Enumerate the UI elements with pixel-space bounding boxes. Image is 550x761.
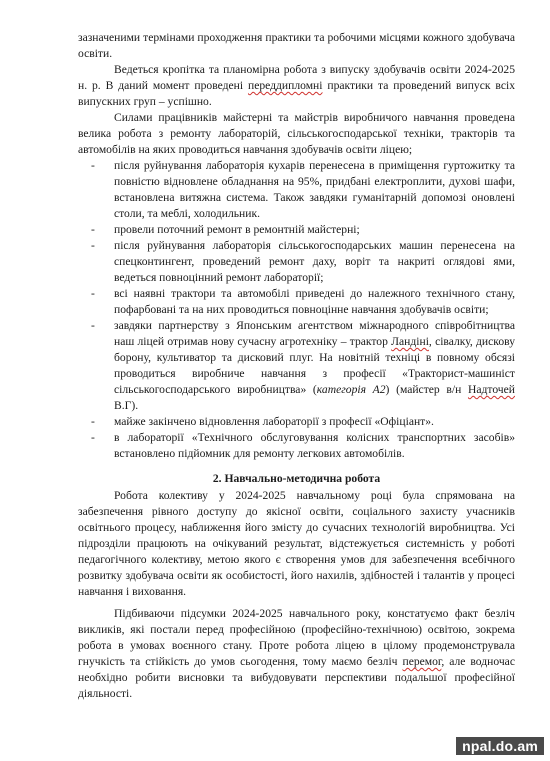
paragraph-summary [78, 606, 515, 702]
text-span: ) (майстер в/н [385, 383, 468, 396]
list-item: - всі наявні трактори та автомобілі приведені до належного технічного стану, пофарбовані та на них проводиться повноцінне навчання здобувачів освіти; [78, 286, 515, 318]
spellcheck-word: Надточей [467, 383, 515, 396]
list-item: - майже закінчено відновлення лабораторії з професії «Офіціант». [78, 414, 515, 430]
text-span: практики та проведений випуск всіх випускних груп – успішно. [78, 79, 515, 108]
text-span: Ведеться кропітка та планомірна робота з випуску здобувачів освіти 2024-2025 н. р. В даний момент проведені [78, 63, 515, 92]
list-item [78, 318, 515, 414]
text-span: , сівалку, дискову борону, культиватор та дисковий плуг. На новітній техніці в повному обсязі проводиться виробниче навчання з професії «Тракторист-машиніст сільськогосподарського виробництва» ( [114, 335, 515, 396]
text-span: завдяки партнерству з Японським агентством міжнародного співробітництва наш ліцей отримав нову сучасну агротехніку – трактор [114, 319, 515, 348]
document-page [78, 30, 515, 702]
section-heading: 2. Навчально-методична робота [212, 472, 381, 485]
paragraph-continuation: зазначеними термінами проходження практики та робочими місцями кожного здобувача освіти. [78, 31, 515, 60]
spellcheck-word: перемог [402, 655, 442, 668]
spellcheck-word: переддипломні [247, 79, 323, 92]
paragraph-team-work: Робота колективу у 2024-2025 навчальному році була спрямована на забезпечення рівного доступу до якісної освіти, соціального захисту учасників освітнього процесу, наближення його змісту до сучасних технологій виробництва. Усі підрозділи працюють на очікуваний результат, відстежується системність у роботі педагогічного колективу, метою якого є створення умов для забезпечення всебічного розвитку здобувача освіти як особистості, його нахилів, здібностей і талантів у процесі навчання і виховання. [78, 489, 515, 598]
text-span: Підбиваючи підсумки 2024-2025 навчального року, констатуємо факт безліч викликів, які постали перед професійною (професійно-технічною) освітою, зокрема робота в умовах воєнного стану. Проте робота ліцею в цілому продемонструвала гнучкість та стійкість до умов сьогодення, тому маємо безліч [78, 607, 515, 668]
paragraph-graduation [78, 62, 515, 110]
repairs-list [78, 158, 515, 462]
site-watermark: npal.do.am [456, 737, 544, 755]
text-span: В.Г). [114, 399, 139, 412]
list-item: - провели поточний ремонт в ремонтній майстерні; [78, 222, 515, 238]
list-item: - після руйнування лабораторія сільськогосподарських машин перенесена на спецконтингент, проведений ремонт даху, воріт та накриті оглядові ями, ведеться повноцінний ремонт лабораторії; [78, 238, 515, 286]
text-span: , але водночас необхідно робити висновки та вибудовувати перспективи подальшої професійної діяльності. [78, 655, 515, 700]
list-item: - після руйнування лабораторія кухарів перенесена в приміщення гуртожитку та повністю відновлене обладнання на 95%, придбані електроплити, духові шафи, встановлена витяжна система. Також завдяки гуманітарній допомозі оновлені столи, та меблі, холодильник. [78, 158, 515, 222]
list-item: - в лабораторії «Технічного обслуговування колісних транспортних засобів» встановлено підйомник для ремонту легкових автомобілів. [78, 430, 515, 462]
spellcheck-word: Ландіні [391, 335, 429, 348]
category-text: категорія А2 [316, 383, 386, 396]
paragraph-repairs-intro: Силами працівників майстерні та майстрів виробничого навчання проведена велика робота з ремонту лабораторій, сільськогосподарської техніки, тракторів та автомобілів на яких проводиться навчання здобувачів освіти ліцею; [78, 111, 515, 156]
